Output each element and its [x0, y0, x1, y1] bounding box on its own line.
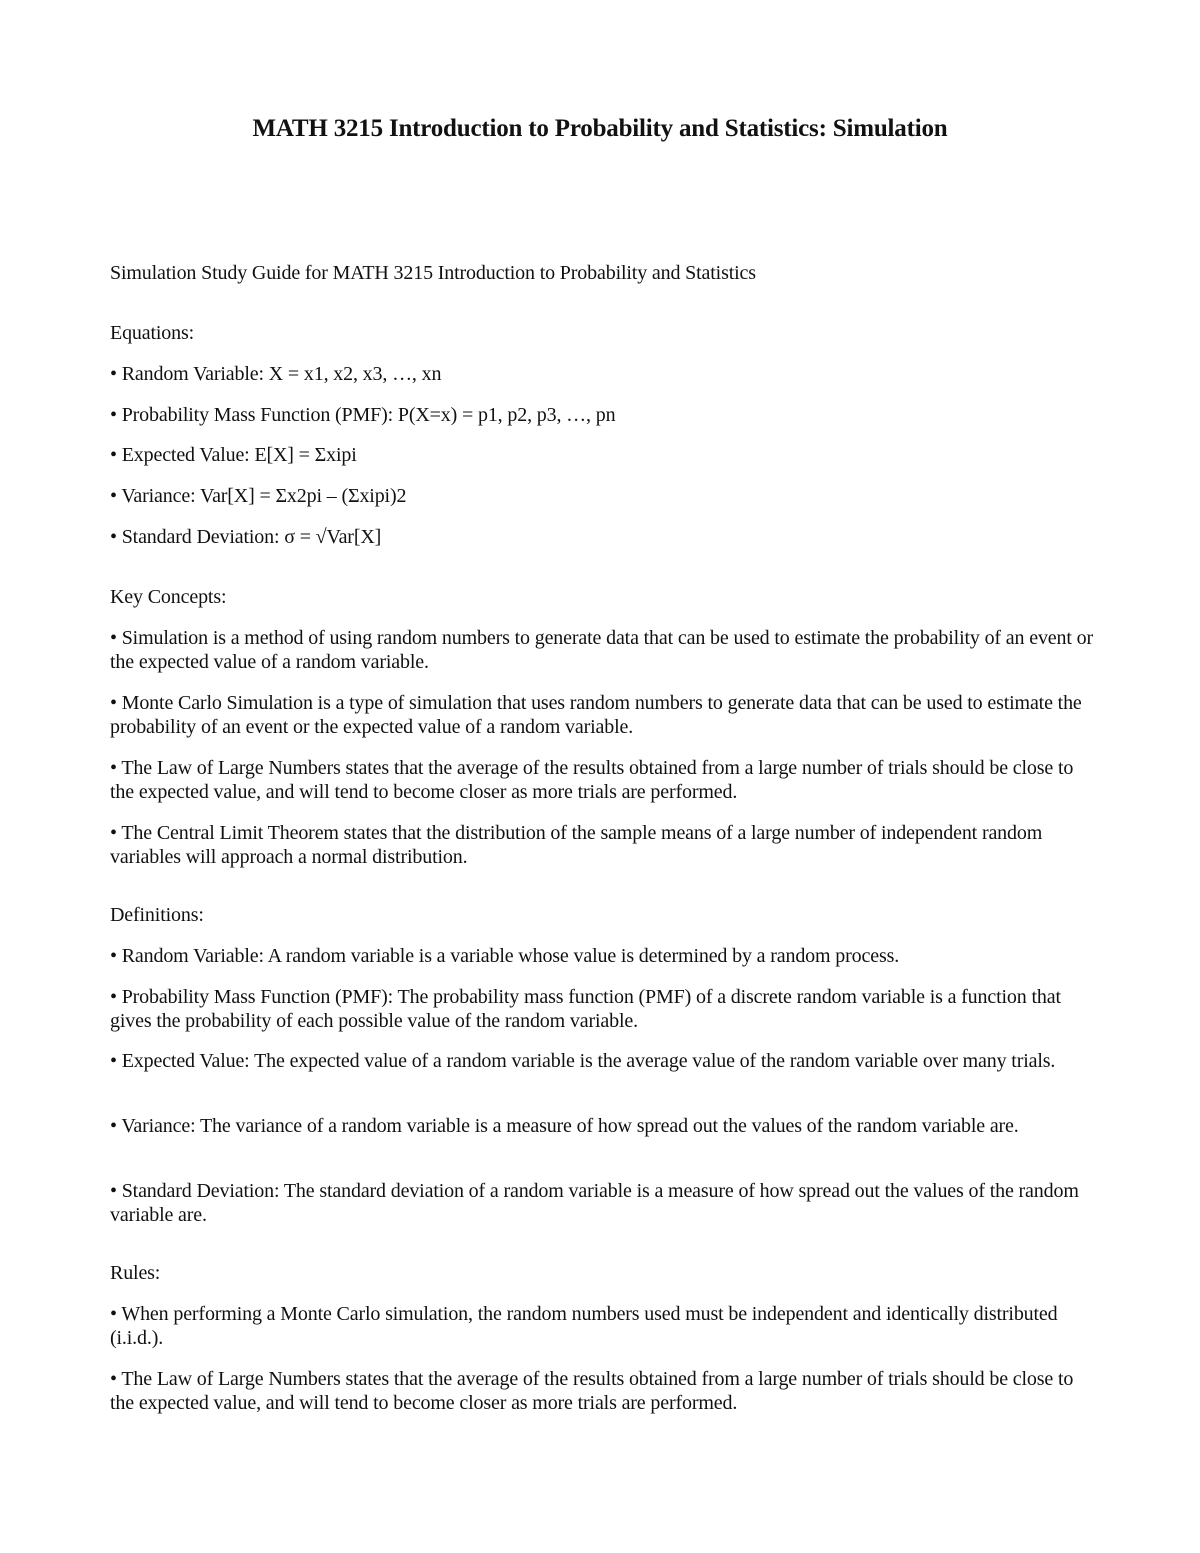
rules-heading: Rules: [110, 1262, 161, 1284]
equations-heading: Equations: [110, 322, 195, 344]
key-concept-item-monte-carlo: • Monte Carlo Simulation is a type of simulation that uses random numbers to generate data that can be used to estimate the probability of an event or the expected value of a random variable. [110, 692, 1082, 738]
definition-item-variance: • Variance: The variance of a random variable is a measure of how spread out the values of the random variable are. [110, 1115, 1019, 1137]
equation-item-variance: • Variance: Var[X] = Σx2pi – (Σxipi)2 [110, 485, 407, 507]
subtitle: Simulation Study Guide for MATH 3215 Introduction to Probability and Statistics [110, 262, 756, 284]
definitions-heading: Definitions: [110, 904, 204, 926]
definition-item-pmf: • Probability Mass Function (PMF): The probability mass function (PMF) of a discrete random variable is a function that gives the probability of each possible value of the random variable. [110, 986, 1061, 1032]
equation-item-expected-value: • Expected Value: E[X] = Σxipi [110, 444, 357, 466]
rule-item-law-of-large-numbers: • The Law of Large Numbers states that the average of the results obtained from a large number of trials should be close to the expected value, and will tend to become closer as more trials are performed. [110, 1368, 1074, 1414]
key-concept-item-law-of-large-numbers: • The Law of Large Numbers states that the average of the results obtained from a large number of trials should be close to the expected value, and will tend to become closer as more trials are performed. [110, 757, 1074, 803]
key-concept-item-central-limit-theorem: • The Central Limit Theorem states that the distribution of the sample means of a large number of independent random variables will approach a normal distribution. [110, 822, 1043, 868]
key-concepts-heading: Key Concepts: [110, 586, 227, 608]
equation-item-pmf: • Probability Mass Function (PMF): P(X=x) = p1, p2, p3, …, pn [110, 404, 616, 426]
equation-item-random-variable: • Random Variable: X = x1, x2, x3, …, xn [110, 363, 442, 385]
equation-item-standard-deviation: • Standard Deviation: σ = √Var[X] [110, 526, 382, 548]
definition-item-expected-value: • Expected Value: The expected value of a random variable is the average value of the random variable over many trials. [110, 1050, 1056, 1072]
definition-item-random-variable: • Random Variable: A random variable is a variable whose value is determined by a random process. [110, 945, 900, 967]
rule-item-monte-carlo-iid: • When performing a Monte Carlo simulation, the random numbers used must be independent and identically distributed (i.i.d.). [110, 1303, 1058, 1349]
key-concept-item-simulation: • Simulation is a method of using random numbers to generate data that can be used to estimate the probability of an event or the expected value of a random variable. [110, 627, 1093, 673]
definition-item-standard-deviation: • Standard Deviation: The standard deviation of a random variable is a measure of how spread out the values of the random variable are. [110, 1180, 1079, 1226]
page-title: MATH 3215 Introduction to Probability and Statistics: Simulation [252, 115, 948, 142]
